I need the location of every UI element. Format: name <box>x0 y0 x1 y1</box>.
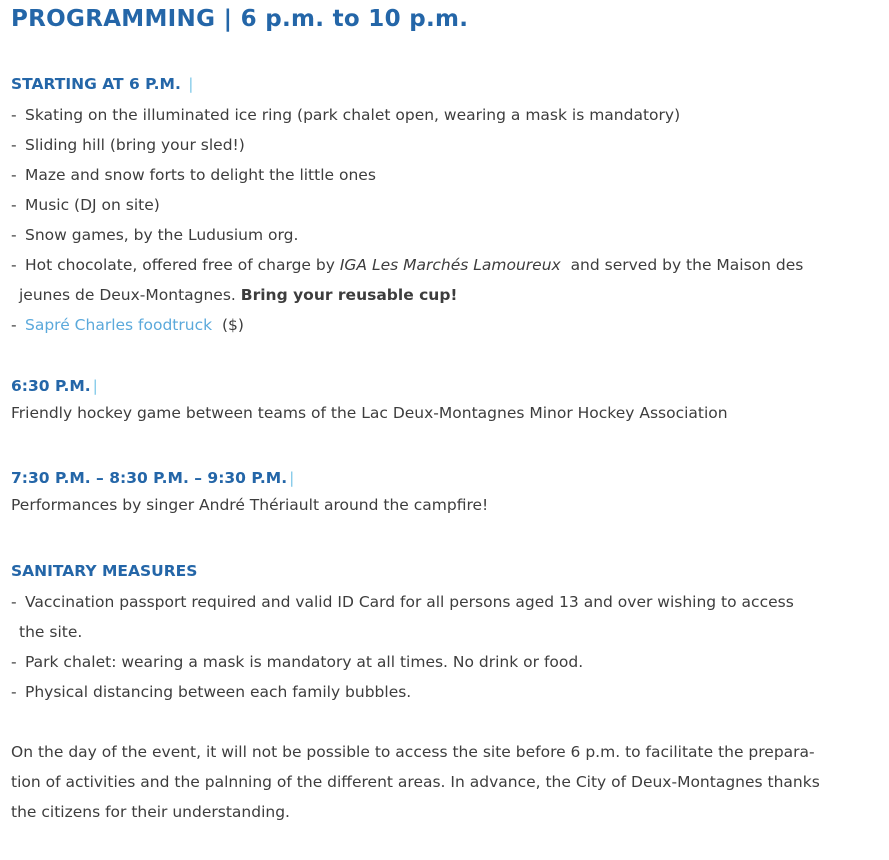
performances-text: Performances by singer André Thériault around the campfire! <box>11 496 489 514</box>
section-heading-hockey <box>11 375 861 397</box>
heading-text: 7:30 P.M. – 8:30 P.M. – 9:30 P.M. <box>11 469 288 487</box>
activity-list <box>11 100 861 340</box>
list-item-text: Sliding hill (bring your sled!) <box>25 136 245 154</box>
list-dash: - <box>11 316 17 334</box>
list-dash: - <box>11 106 17 124</box>
heading-text: 6:30 P.M. <box>11 377 91 395</box>
list-item <box>11 647 861 677</box>
section-sanitary <box>11 560 861 707</box>
list-dash: - <box>11 196 17 214</box>
list-item-text: Skating on the illuminated ice ring (park chalet open, wearing a mask is mandatory) <box>25 106 681 124</box>
page-title: PROGRAMMING | 6 p.m. to 10 p.m. <box>11 6 469 32</box>
hockey-text: Friendly hockey game between teams of the Lac Deux-Montagnes Minor Hockey Association <box>11 404 728 422</box>
list-dash: - <box>11 593 17 611</box>
cocoa-bold: Bring your reusable cup! <box>240 286 458 304</box>
list-dash: - <box>11 653 17 671</box>
heading-text: STARTING AT 6 P.M. <box>11 75 181 93</box>
list-item-continued: the site. <box>19 623 83 641</box>
list-item <box>11 130 861 160</box>
list-item <box>11 587 861 617</box>
cocoa-suffix: and served by the Maison des <box>570 256 804 274</box>
heading-pipe: | <box>289 469 295 487</box>
closing-paragraph <box>11 737 861 827</box>
list-dash: - <box>11 136 17 154</box>
heading-pipe: | <box>188 75 194 93</box>
list-dash: - <box>11 256 17 274</box>
list-item-text: Vaccination passport required and valid ID Card for all persons aged 13 and over wishing to access <box>25 593 794 611</box>
cocoa-line2: jeunes de Deux-Montagnes. <box>19 286 241 304</box>
list-item-text: Music (DJ on site) <box>25 196 160 214</box>
list-item-cocoa-continued <box>11 280 861 310</box>
section-heading-sanitary: SANITARY MEASURES <box>11 562 198 580</box>
heading-pipe: | <box>92 377 98 395</box>
cocoa-prefix: Hot chocolate, offered free of charge by <box>25 256 340 274</box>
list-item <box>11 100 861 130</box>
foodtruck-link[interactable]: Sapré Charles foodtruck <box>25 316 213 334</box>
cocoa-sponsor: IGA Les Marchés Lamoureux <box>339 256 561 274</box>
section-hockey <box>11 375 861 428</box>
sanitary-list <box>11 587 861 707</box>
list-dash: - <box>11 166 17 184</box>
list-item-text: Physical distancing between each family bubbles. <box>25 683 412 701</box>
list-dash: - <box>11 683 17 701</box>
closing-line: On the day of the event, it will not be possible to access the site before 6 p.m. to facilitate the prepara- <box>11 743 815 761</box>
section-starting <box>11 73 861 340</box>
list-item-text: Maze and snow forts to delight the little ones <box>25 166 376 184</box>
list-item-foodtruck <box>11 310 861 340</box>
list-item <box>11 677 861 707</box>
closing-line: tion of activities and the palnning of the different areas. In advance, the City of Deux-Montagnes thanks <box>11 773 820 791</box>
section-heading-performances <box>11 467 861 489</box>
list-item <box>11 160 861 190</box>
list-item <box>11 220 861 250</box>
section-performances <box>11 467 861 520</box>
list-item <box>11 190 861 220</box>
list-dash: - <box>11 226 17 244</box>
section-heading-starting <box>11 73 861 95</box>
foodtruck-price: ($) <box>221 316 244 334</box>
list-item-text: Park chalet: wearing a mask is mandatory at all times. No drink or food. <box>25 653 584 671</box>
closing-line: the citizens for their understanding. <box>11 803 290 821</box>
list-item-text: Snow games, by the Ludusium org. <box>25 226 299 244</box>
list-item-cocoa <box>11 250 861 280</box>
